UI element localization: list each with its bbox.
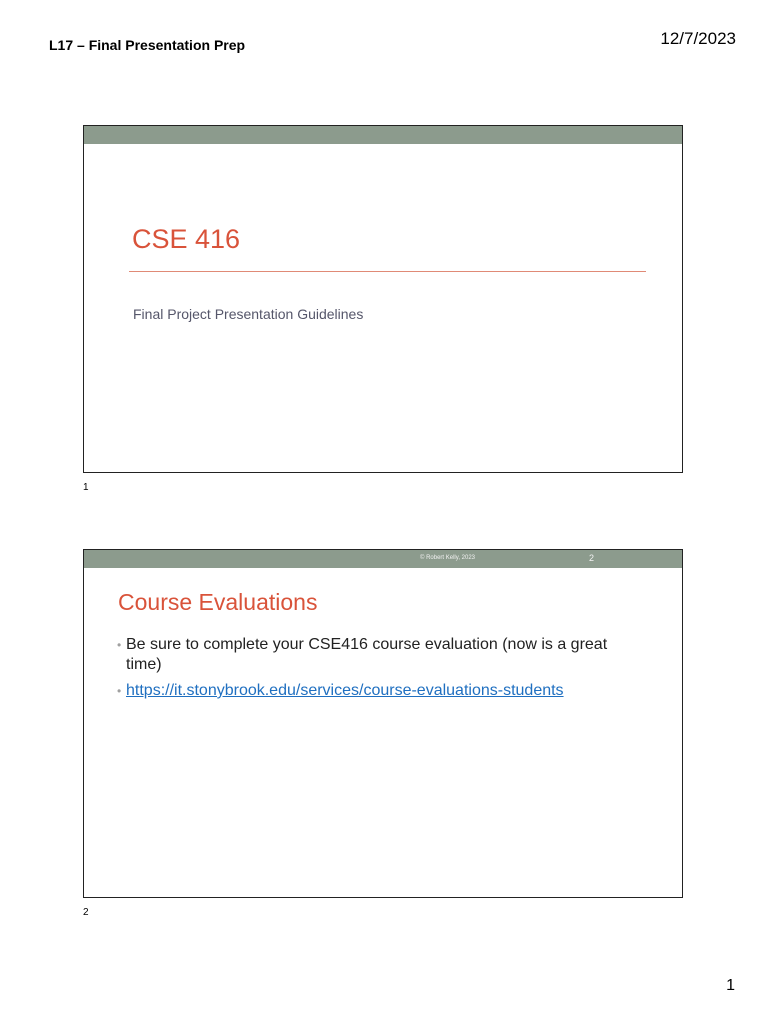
slide-title: CSE 416 [132,224,241,254]
bullet-icon: • [117,638,122,652]
list-item [117,635,637,675]
slide-number-label: 1 [83,482,89,493]
document-date: 12/7/2023 [660,29,736,48]
bullet-icon: • [117,684,122,698]
course-evaluations-link[interactable]: https://it.stonybrook.edu/services/course-evaluations-students [126,682,564,699]
slide-subtitle: Final Project Presentation Guidelines [133,306,364,322]
slide-bar-number: 2 [589,553,595,563]
slide-1 [83,125,683,473]
title-divider [129,271,646,272]
list-item [117,681,637,701]
page-number: 1 [726,977,735,994]
document-title: L17 – Final Presentation Prep [49,37,246,53]
slide-number-label: 2 [83,907,89,918]
slide-top-bar [84,126,682,144]
bullet-text: Be sure to complete your CSE416 course evaluation (now is a great time) [126,636,608,673]
slide-top-bar [84,550,682,568]
copyright-text: © Robert Kelly, 2023 [420,555,476,561]
slide-title: Course Evaluations [118,589,318,615]
slide-2 [83,549,683,898]
bullet-list [117,635,637,707]
